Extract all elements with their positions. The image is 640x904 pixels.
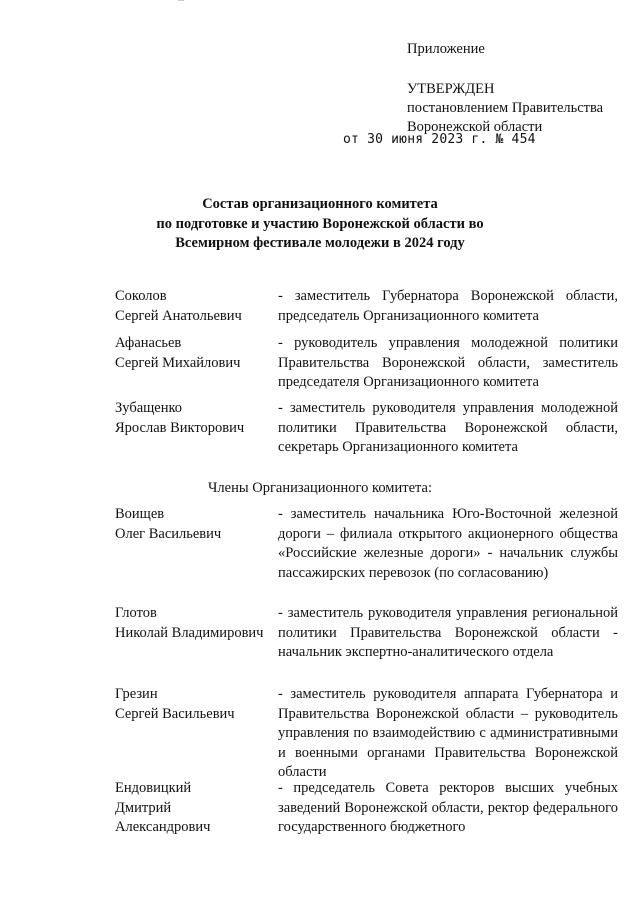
member-surname: Ендовицкий: [115, 780, 192, 796]
member-name: [115, 685, 275, 724]
approved-by-line-2: Воронежской области: [407, 119, 543, 135]
scan-speck: [178, 0, 184, 1]
title-line-3: Всемирном фестивале молодежи в 2024 году: [175, 235, 465, 251]
member-patronymic: Александрович: [115, 819, 211, 835]
appendix-label: Приложение: [407, 41, 485, 57]
member-position: - заместитель руководителя управления региональной политики Правительства Воронежской области - начальник экспертно-аналитического отдела: [278, 605, 618, 660]
title-line-1: Состав организационного комитета: [202, 196, 438, 212]
member-name: [115, 287, 275, 326]
approval-block: [407, 40, 632, 137]
member-surname: Воищев: [115, 506, 165, 522]
member-position: - заместитель руководителя управления молодежной политики Правительства Воронежской области, секретарь Организационного комитета: [278, 400, 618, 455]
member-surname: Грезин: [115, 686, 158, 702]
member-given-name: Олег Васильевич: [115, 525, 222, 542]
member-name: [115, 505, 275, 544]
document-title: [150, 195, 490, 254]
member-name: [115, 399, 275, 438]
member-given-name: Сергей Анатольевич: [115, 307, 242, 324]
member-given-name: Николай Владимирович: [115, 624, 264, 641]
member-surname: Глотов: [115, 605, 157, 621]
member-given-name: Дмитрий: [115, 799, 172, 816]
member-name: [115, 334, 275, 373]
member-given-name: Сергей Васильевич: [115, 705, 235, 722]
member-name: [115, 604, 275, 643]
approved-by-line-1: постановлением Правительства: [407, 100, 604, 116]
member-given-name: Сергей Михайлович: [115, 354, 241, 371]
member-position: - заместитель начальника Юго-Восточной железной дороги – филиала открытого акционерного общества «Российские железные дороги» - начальник службы пассажирских перевозок (по согласованию): [278, 506, 618, 581]
approved-label: УТВЕРЖДЕН: [407, 81, 495, 97]
title-line-2: по подготовке и участию Воронежской области во: [156, 215, 484, 232]
members-heading: Члены Организационного комитета:: [208, 480, 432, 496]
member-surname: Зубащенко: [115, 400, 183, 416]
member-surname: Афанасьев: [115, 335, 182, 351]
member-position: - руководитель управления молодежной политики Правительства Воронежской области, заместитель председателя Организационного комитета: [278, 335, 618, 390]
member-given-name: Ярослав Викторович: [115, 419, 245, 436]
member-name: [115, 779, 275, 838]
member-position: - заместитель руководителя аппарата Губернатора и Правительства Воронежской области – руководитель управления по взаимодействию с административными и военными органами Правительства Воронежской области: [278, 686, 618, 780]
member-position: - председатель Совета ректоров высших учебных заведений Воронежской области, ректор федерального государственного бюджетного: [278, 780, 618, 835]
decree-date: от 30 июня 2023 г. № 454: [343, 132, 536, 147]
member-surname: Соколов: [115, 288, 167, 304]
member-position: - заместитель Губернатора Воронежской области, председатель Организационного комитета: [278, 288, 618, 324]
